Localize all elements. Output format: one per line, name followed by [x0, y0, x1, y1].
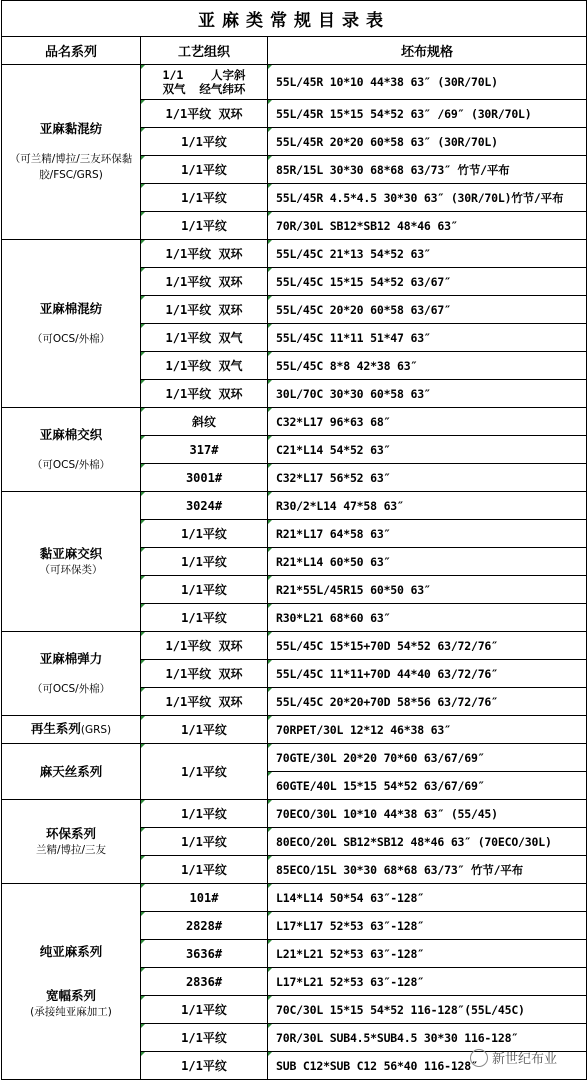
process-cell: 3636# — [141, 940, 268, 968]
title-row — [2, 1, 587, 37]
spec-cell: 70C/30L 15*15 54*52 116-128″(55L/45C) — [268, 996, 587, 1024]
series-cell — [2, 744, 141, 800]
series-name: 再生系列 — [30, 721, 81, 736]
spec-cell: 55L/45R 20*20 60*58 63″ (30R/70L) — [268, 128, 587, 156]
process-cell: 1/1平纹 — [141, 716, 268, 744]
series-name: 亚麻棉混纺 — [39, 300, 103, 316]
spec-cell: 85R/15L 30*30 68*68 63/73″ 竹节/平布 — [268, 156, 587, 184]
spec-cell: 70R/30L SB12*SB12 48*46 63″ — [268, 212, 587, 240]
series-note: 兰精/博拉/三友 — [35, 843, 107, 856]
table-row — [2, 492, 587, 520]
process-cell: 317# — [141, 436, 268, 464]
process-cell: 1/1平纹 — [141, 996, 268, 1024]
process-cell: 斜纹 — [141, 408, 268, 436]
process-cell: 1/1平纹 — [141, 1052, 268, 1080]
process-cell: 1/1平纹 双环 — [141, 660, 268, 688]
process-cell: 1/1平纹 双环 — [141, 100, 268, 128]
process-cell: 3001# — [141, 464, 268, 492]
series-name-secondary: 宽幅系列 — [45, 987, 96, 1003]
spec-cell: 70R/30L SUB4.5*SUB4.5 30*30 116-128″ — [268, 1024, 587, 1052]
spec-cell: L21*L21 52*53 63″-128″ — [268, 940, 587, 968]
spec-cell: R21*L17 64*58 63″ — [268, 520, 587, 548]
series-cell — [2, 800, 141, 884]
process-cell: 2836# — [141, 968, 268, 996]
header-spec: 坯布规格 — [268, 37, 587, 65]
spec-cell: R21*55L/45R15 60*50 63″ — [268, 576, 587, 604]
catalog-table — [1, 0, 587, 1080]
spec-cell: 70RPET/30L 12*12 46*38 63″ — [268, 716, 587, 744]
series-note: （可OCS/外棉） — [31, 332, 111, 345]
page-title: 亚麻类常规目录表 — [2, 1, 587, 37]
series-cell — [2, 492, 141, 632]
spec-cell: 55L/45C 21*13 54*52 63″ — [268, 240, 587, 268]
series-note: （可OCS/外棉） — [31, 458, 111, 471]
series-note: (承接纯亚麻加工) — [30, 1005, 112, 1018]
table-row — [2, 240, 587, 268]
process-cell: 1/1平纹 双环 — [141, 240, 268, 268]
series-note: (GRS) — [80, 724, 112, 736]
spec-cell: 55L/45C 8*8 42*38 63″ — [268, 352, 587, 380]
spec-cell: 55L/45C 20*20 60*58 63/67″ — [268, 296, 587, 324]
process-cell: 1/1平纹 双气 — [141, 352, 268, 380]
spec-cell: 85ECO/15L 30*30 68*68 63/73″ 竹节/平布 — [268, 856, 587, 884]
table-row — [2, 744, 587, 772]
spec-cell: 55L/45C 15*15+70D 54*52 63/72/76″ — [268, 632, 587, 660]
spec-cell: R21*L14 60*50 63″ — [268, 548, 587, 576]
header-process: 工艺组织 — [141, 37, 268, 65]
series-name: 环保系列 — [45, 825, 96, 841]
wechat-logo-icon — [470, 1049, 488, 1067]
series-name: 纯亚麻系列 — [39, 943, 103, 959]
spec-cell: 55L/45R 15*15 54*52 63″ /69″ (30R/70L) — [268, 100, 587, 128]
header-series: 品名系列 — [2, 37, 141, 65]
table-row — [2, 800, 587, 828]
process-cell: 3024# — [141, 492, 268, 520]
spec-cell: C32*L17 96*63 68″ — [268, 408, 587, 436]
series-cell — [2, 408, 141, 492]
process-cell: 1/1平纹 双环 — [141, 296, 268, 324]
spec-cell: SUB C12*SUB C12 56*40 116-128″ — [268, 1052, 587, 1080]
series-cell — [2, 65, 141, 240]
process-cell: 1/1平纹 — [141, 212, 268, 240]
process-cell: 1/1平纹 双气 — [141, 324, 268, 352]
spec-cell: 55L/45R 4.5*4.5 30*30 63″ (30R/70L)竹节/平布 — [268, 184, 587, 212]
series-name: 麻天丝系列 — [39, 763, 103, 779]
process-cell: 1/1平纹 — [141, 520, 268, 548]
spec-cell: 70GTE/30L 20*20 70*60 63/67/69″ — [268, 744, 587, 772]
process-cell: 1/1平纹 双环 — [141, 268, 268, 296]
series-name: 亚麻棉弹力 — [39, 650, 103, 666]
process-cell: 1/1平纹 — [141, 744, 268, 800]
spec-cell: 60GTE/40L 15*15 54*52 63/67/69″ — [268, 772, 587, 800]
spec-cell: 55L/45C 15*15 54*52 63/67″ — [268, 268, 587, 296]
series-note: （可OCS/外棉） — [31, 682, 111, 695]
spec-cell: R30/2*L14 47*58 63″ — [268, 492, 587, 520]
spec-cell: L17*L21 52*53 63″-128″ — [268, 968, 587, 996]
series-cell — [2, 716, 141, 744]
process-cell: 1/1平纹 — [141, 856, 268, 884]
process-cell: 1/1平纹 双环 — [141, 688, 268, 716]
table-row — [2, 408, 587, 436]
series-name: 亚麻黏混纺 — [39, 121, 103, 136]
series-note: （可环保类） — [39, 563, 103, 576]
spec-cell: L17*L17 52*53 63″-128″ — [268, 912, 587, 940]
series-note: （可兰精/博拉/三友环保黏胶/FSC/GRS) — [9, 153, 133, 181]
spec-cell: R30*L21 68*60 63″ — [268, 604, 587, 632]
process-cell: 1/1平纹 — [141, 184, 268, 212]
spec-cell: 30L/70C 30*30 60*58 63″ — [268, 380, 587, 408]
watermark-text: 新世纪布业 — [492, 1052, 558, 1067]
series-cell — [2, 240, 141, 408]
spec-cell: C21*L14 54*52 63″ — [268, 436, 587, 464]
process-cell: 1/1平纹 双环 — [141, 632, 268, 660]
table-row — [2, 884, 587, 912]
series-cell — [2, 632, 141, 716]
process-cell: 1/1平纹 双环 — [141, 380, 268, 408]
process-cell: 1/1平纹 — [141, 604, 268, 632]
spec-cell: L14*L14 50*54 63″-128″ — [268, 884, 587, 912]
table-row — [2, 632, 587, 660]
process-cell: 1/1平纹 — [141, 156, 268, 184]
process-cell: 1/1 人字斜 双气 经气纬环 — [141, 65, 268, 100]
series-cell — [2, 884, 141, 1080]
process-cell: 101# — [141, 884, 268, 912]
spec-cell: 55L/45R 10*10 44*38 63″ (30R/70L) — [268, 65, 587, 100]
spec-cell: C32*L17 56*52 63″ — [268, 464, 587, 492]
process-cell: 1/1平纹 — [141, 1024, 268, 1052]
process-cell: 1/1平纹 — [141, 828, 268, 856]
series-name: 黏亚麻交织 — [39, 545, 103, 561]
table-row — [2, 65, 587, 100]
table-row — [2, 716, 587, 744]
process-cell: 2828# — [141, 912, 268, 940]
header-row — [2, 37, 587, 65]
spec-cell: 55L/45C 11*11+70D 44*40 63/72/76″ — [268, 660, 587, 688]
process-cell: 1/1平纹 — [141, 548, 268, 576]
watermark — [470, 1048, 557, 1067]
spec-cell: 80ECO/20L SB12*SB12 48*46 63″ (70ECO/30L) — [268, 828, 587, 856]
process-cell: 1/1平纹 — [141, 576, 268, 604]
spec-cell: 55L/45C 20*20+70D 58*56 63/72/76″ — [268, 688, 587, 716]
spec-cell: 55L/45C 11*11 51*47 63″ — [268, 324, 587, 352]
spec-cell: 70ECO/30L 10*10 44*38 63″ (55/45) — [268, 800, 587, 828]
process-cell: 1/1平纹 — [141, 128, 268, 156]
series-name: 亚麻棉交织 — [39, 426, 103, 442]
process-cell: 1/1平纹 — [141, 800, 268, 828]
